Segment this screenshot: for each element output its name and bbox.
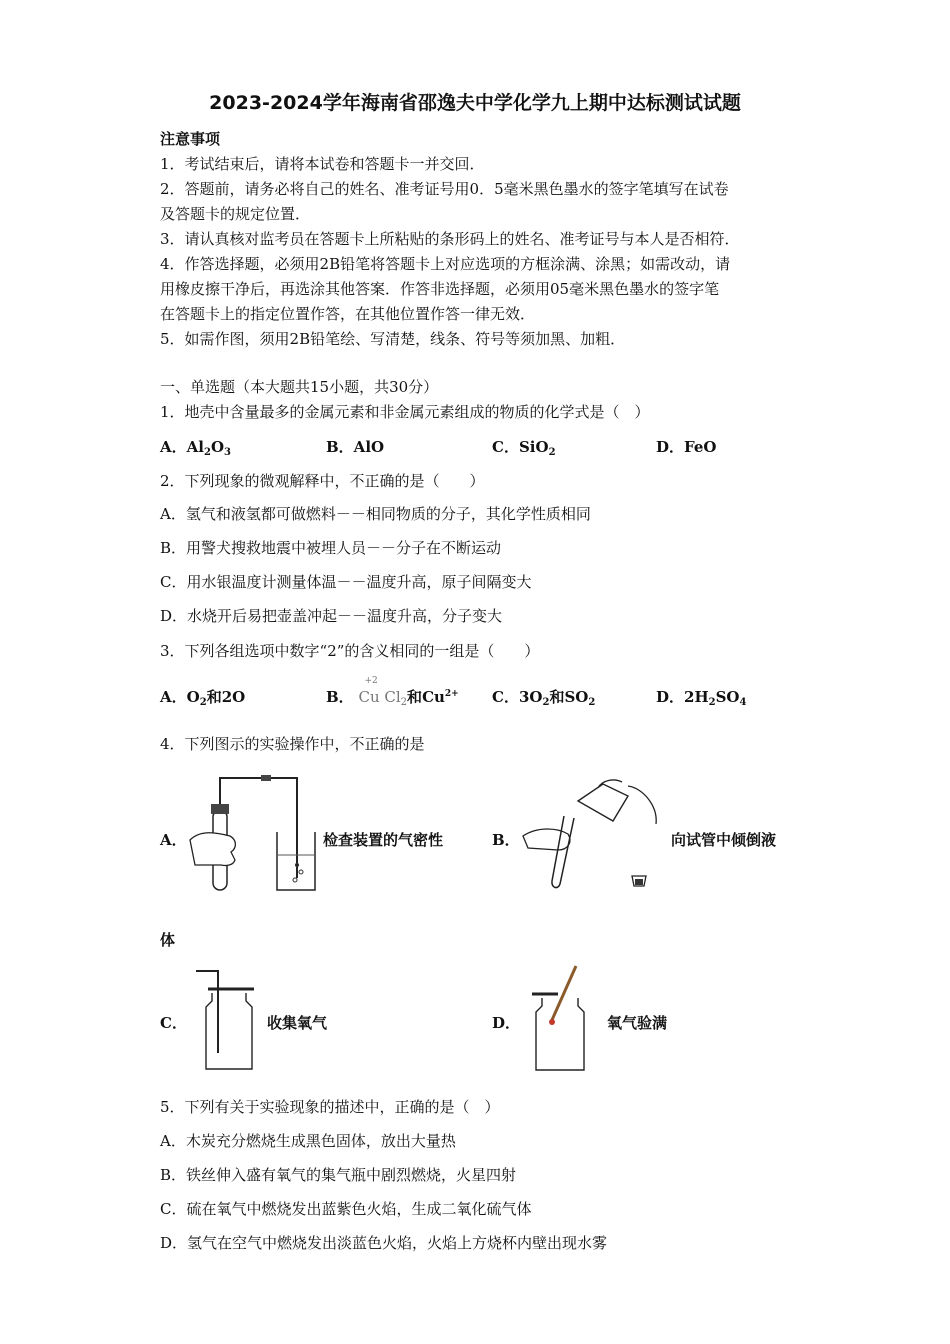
q3-option-d: D．$2H_2SO_4$ [656,688,747,708]
q5-option-c: C．硫在氧气中燃烧发出蓝紫色火焰，生成二氧化硫气体 [160,1200,532,1218]
question-2-stem: 2．下列现象的微观解释中，不正确的是（ ） [160,472,485,490]
q2-option-d: D．水烧开后易把壶盖冲起－－温度升高，分子变大 [160,607,503,625]
question-3-stem: 3．下列各组选项中数字“2”的含义相同的一组是（ ） [160,642,540,660]
q4-option-b-caption: 向试管中倾倒液 [671,831,777,849]
q1-option-b: B．AlO [326,438,385,456]
notice-line: 用橡皮擦干净后，再选涂其他答案．作答非选择题，必须用05毫米黑色墨水的签字笔 [160,280,720,298]
page-title: 2023-2024学年海南省邵逸夫中学化学九上期中达标测试试题 [209,92,741,114]
notice-line: 及答题卡的规定位置． [160,205,311,223]
q4-option-d-caption: 氧气验满 [607,1014,668,1032]
q4-option-a-caption: 检查装置的气密性 [323,831,444,849]
q2-option-c: C．用水银温度计测量体温－－温度升高，原子间隔变大 [160,573,532,591]
valence-mark: +2 [364,676,378,686]
q1-option-d: D．FeO [656,438,717,456]
q1-option-a: A．$Al_2O_3$ [160,438,231,458]
notice-line: 5．如需作图，须用2B铅笔绘、写清楚，线条、符号等须加黑、加粗． [160,330,626,348]
q5-option-b: B．铁丝伸入盛有氧气的集气瓶中剧烈燃烧，火星四射 [160,1166,517,1184]
q3-option-b: B． +2 Cu $Cl_2$和$Cu^{2+}$ [326,676,459,708]
q5-option-a: A．木炭充分燃烧生成黑色固体，放出大量热 [160,1132,456,1150]
pouring-liquid-figure [518,776,668,896]
q2-option-b: B．用警犬搜救地震中被埋人员－－分子在不断运动 [160,539,502,557]
question-4-stem: 4．下列图示的实验操作中，不正确的是 [160,735,425,753]
q4-option-d-label: D． [492,1014,521,1032]
question-5-stem: 5．下列有关于实验现象的描述中，正确的是（ ） [160,1098,500,1116]
q1-option-c: C．SiO$_2$ [492,438,556,458]
oxygen-test-figure [528,962,598,1074]
q3-option-c: C．$3O_2$和$SO_2$ [492,688,596,708]
airtightness-apparatus-figure [185,770,325,895]
notice-line: 2．答题前，请务必将自己的姓名、准考证号用0．5毫米黑色墨水的签字笔填写在试卷 [160,180,729,198]
q4-option-c-label: C． [160,1014,187,1032]
section-heading: 一、单选题（本大题共15小题，共30分） [160,378,439,396]
notice-line: 1．考试结束后，请将本试卷和答题卡一并交回． [160,155,485,173]
notice-line: 3．请认真核对监考员在答题卡上所粘贴的条形码上的姓名、准考证号与本人是否相符． [160,230,740,248]
q4-option-a-label: A． [160,831,187,849]
q5-option-d: D．氢气在空气中燃烧发出淡蓝色火焰，火焰上方烧杯内壁出现水雾 [160,1234,608,1252]
q4-option-b-label: B． [492,831,520,849]
question-1-stem: 1．地壳中含量最多的金属元素和非金属元素组成的物质的化学式是（ ） [160,403,650,421]
notice-line: 在答题卡上的指定位置作答，在其他位置作答一律无效． [160,305,536,323]
q4-option-c-caption: 收集氧气 [267,1014,328,1032]
q2-option-a: A．氢气和液氢都可做燃料－－相同物质的分子，其化学性质相同 [160,505,591,523]
notice-heading: 注意事项 [160,130,221,148]
notice-line: 4．作答选择题，必须用2B铅笔将答题卡上对应选项的方框涂满、涂黑；如需改动，请 [160,255,731,273]
q3-option-a: A．$O_2$和2O [160,688,246,708]
collect-oxygen-figure [190,965,260,1075]
q4-option-b-caption-continued: 体 [160,931,176,949]
